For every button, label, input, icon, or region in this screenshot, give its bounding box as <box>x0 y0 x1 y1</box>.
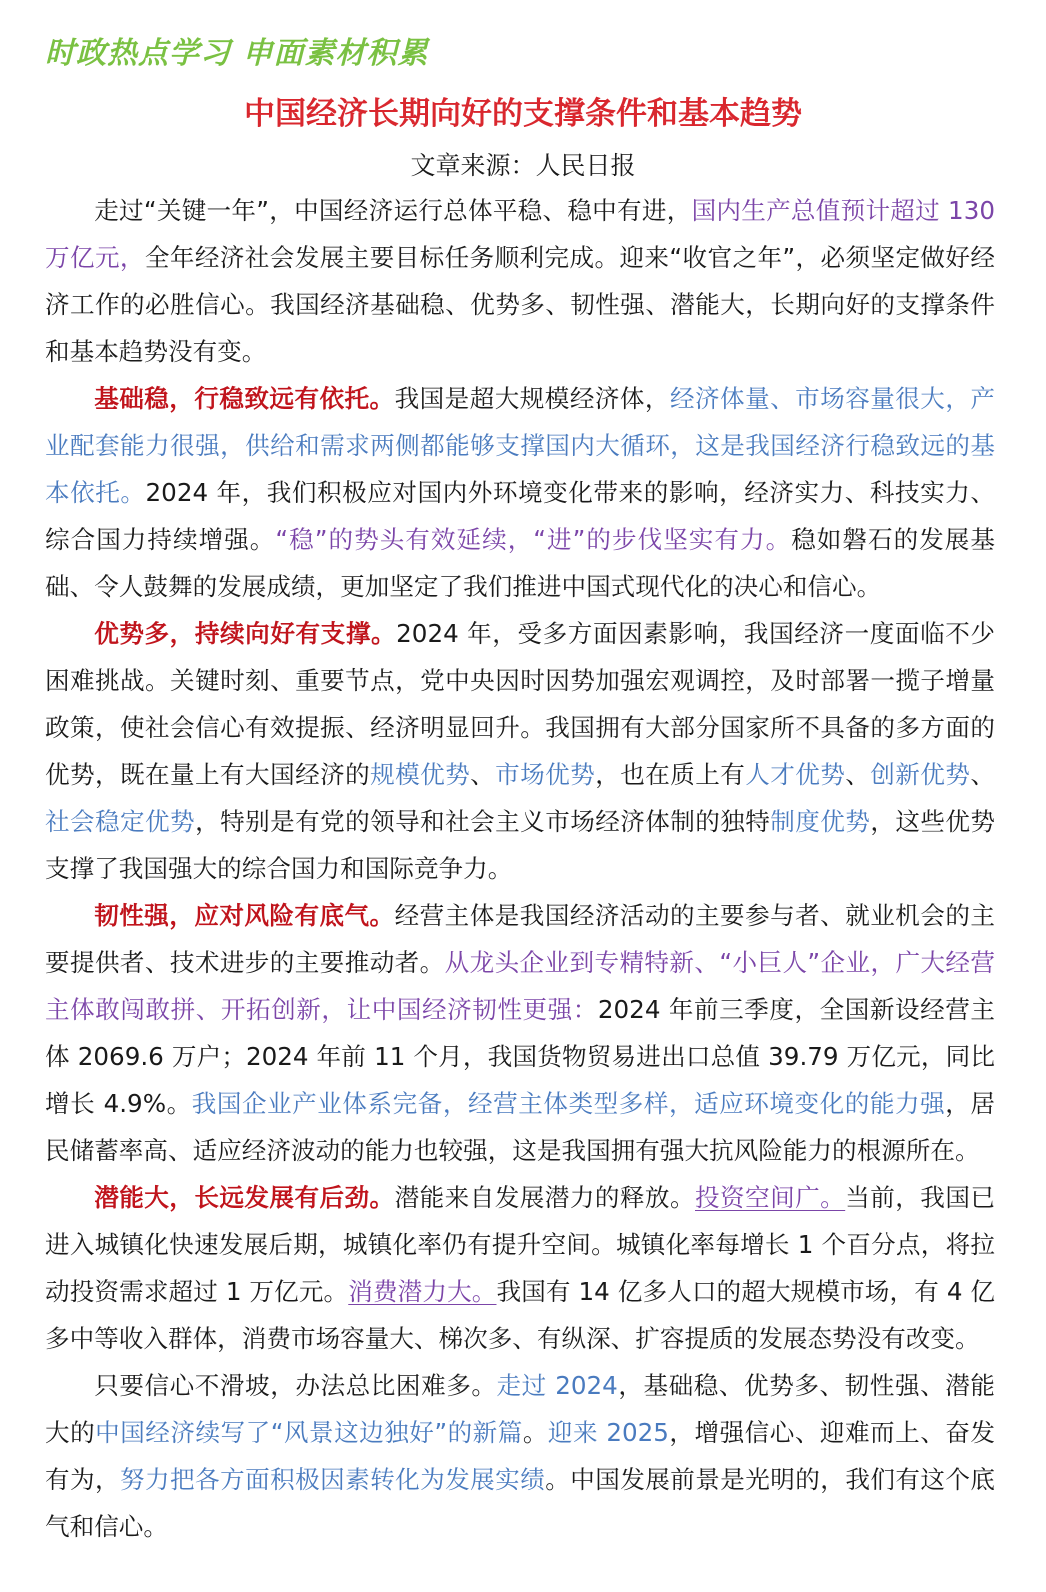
paragraph-text: 只要信心不滑坡，办法总比困难多。 <box>94 1371 497 1400</box>
highlighted-text: 制度优势 <box>770 807 871 836</box>
article-paragraph <box>45 892 995 1174</box>
paragraph-text: 2024 年，受多方面因素影响，我国经济一度面临不少困难挑战。关键时刻、重要节点，党中央因时因势加强宏观调控，及时部署一揽子增量政策，使社会信心有效提振、经济明显回升。我国拥有大部分国家所不具备的多方面的优势，既在量上有大国经济的 <box>45 619 995 789</box>
highlighted-text: 从龙头企业到专精特新、“小巨人”企业，广大经营主体敢闯敢拼、开拓创新，让中国经济韧性更强： <box>45 948 995 1024</box>
paragraph-text: 我国有 14 亿多人口的超大规模市场，有 4 亿多中等收入群体，消费市场容量大、梯次多、有纵深、扩容提质的发展态势没有改变。 <box>45 1277 995 1353</box>
paragraph-text: 2024 年，我们积极应对国内外环境变化带来的影响，经济实力、科技实力、综合国力持续增强。 <box>45 478 995 554</box>
highlighted-text: 投资空间广。 <box>695 1183 846 1212</box>
paragraph-text: ，也在质上有 <box>595 760 746 789</box>
paragraph-text: 我国是超大规模经济体， <box>394 384 670 413</box>
paragraph-heading: 潜能大，长远发展有后劲。 <box>94 1183 395 1212</box>
article-source: 文章来源：人民日报 <box>410 151 636 180</box>
paragraph-text: 潜能来自发展潜力的释放。 <box>394 1183 695 1212</box>
paragraph-text: 、 <box>470 760 496 789</box>
highlighted-text: 消费潜力大。 <box>348 1277 497 1306</box>
article-paragraph <box>45 1174 995 1362</box>
highlighted-text: 走过 2024 <box>496 1371 618 1400</box>
highlighted-text: 努力把各方面积极因素转化为发展实绩 <box>120 1465 546 1494</box>
highlighted-text: “稳”的势头有效延续，“进”的步伐坚实有力。 <box>275 525 792 554</box>
paragraph-text: 。中国发展前景是光明的，我们有这个底气和信心。 <box>45 1465 995 1541</box>
paragraph-text: 2024 年前三季度，全国新设经营主体 2069.6 万户；2024 年前 11 个月，我国货物贸易进出口总值 39.79 万亿元，同比增长 4.9%。 <box>45 995 995 1118</box>
article-body <box>45 187 995 1550</box>
paragraph-heading: 优势多，持续向好有支撑。 <box>94 619 397 648</box>
highlighted-text: 国内生产总值预计超过 130 万亿元， <box>45 196 996 272</box>
paragraph-text: 全年经济社会发展主要目标任务顺利完成。迎来“收官之年”，必须坚定做好经济工作的必胜信心。我国经济基础稳、优势多、韧性强、潜能大，长期向好的支撑条件和基本趋势没有变。 <box>45 243 995 366</box>
paragraph-text: ，基础稳、优势多、韧性强、潜能大的 <box>45 1371 995 1447</box>
highlighted-text: 人才优势 <box>745 760 846 789</box>
paragraph-text: 当前，我国已进入城镇化快速发展后期，城镇化率仍有提升空间。城镇化率每增长 1 个百分点，将拉动投资需求超过 1 万亿元。 <box>45 1183 995 1306</box>
highlighted-text: 经济体量、市场容量很大，产业配套能力很强，供给和需求两侧都能够支撑国内大循环，这是我国经济行稳致远的基本依托。 <box>45 384 995 507</box>
highlighted-text: 市场优势 <box>495 760 596 789</box>
paragraph-text: 、 <box>845 760 871 789</box>
paragraph-heading: 韧性强，应对风险有底气。 <box>94 901 395 930</box>
article-paragraph <box>45 375 995 610</box>
paragraph-heading: 基础稳，行稳致远有依托。 <box>94 384 395 413</box>
highlighted-text: 迎来 2025 <box>547 1418 669 1447</box>
paragraph-text: 稳如磐石的发展基础、令人鼓舞的发展成绩，更加坚定了我们推进中国式现代化的决心和信心。 <box>45 525 995 601</box>
paragraph-text: ，居民储蓄率高、适应经济波动的能力也较强，这是我国拥有强大抗风险能力的根源所在。 <box>45 1089 995 1165</box>
paragraph-text: 、 <box>970 760 995 789</box>
paragraph-text: 。 <box>522 1418 548 1447</box>
highlighted-text: 创新优势 <box>870 760 971 789</box>
header-tagline: 时政热点学习 申面素材积累 <box>45 36 429 71</box>
article-title: 中国经济长期向好的支撑条件和基本趋势 <box>244 96 802 132</box>
paragraph-text: ，特别是有党的领导和社会主义市场经济体制的独特 <box>195 807 771 836</box>
highlighted-text: 中国经济续写了“风景这边独好”的新篇 <box>95 1418 523 1447</box>
article-paragraph <box>45 187 995 375</box>
highlighted-text: 我国企业产业体系完备，经营主体类型多样，适应环境变化的能力强 <box>191 1089 946 1118</box>
highlighted-text: 规模优势 <box>370 760 471 789</box>
paragraph-text: ，增强信心、迎难而上、奋发有为， <box>45 1418 995 1494</box>
paragraph-text: 走过“关键一年”，中国经济运行总体平稳、稳中有进， <box>94 196 692 225</box>
paragraph-text: 经营主体是我国经济活动的主要参与者、就业机会的主要提供者、技术进步的主要推动者。 <box>45 901 995 977</box>
paragraph-text: ，这些优势支撑了我国强大的综合国力和国际竞争力。 <box>45 807 995 883</box>
article-paragraph <box>45 610 995 892</box>
article-paragraph <box>45 1362 995 1550</box>
highlighted-text: 社会稳定优势 <box>45 807 196 836</box>
